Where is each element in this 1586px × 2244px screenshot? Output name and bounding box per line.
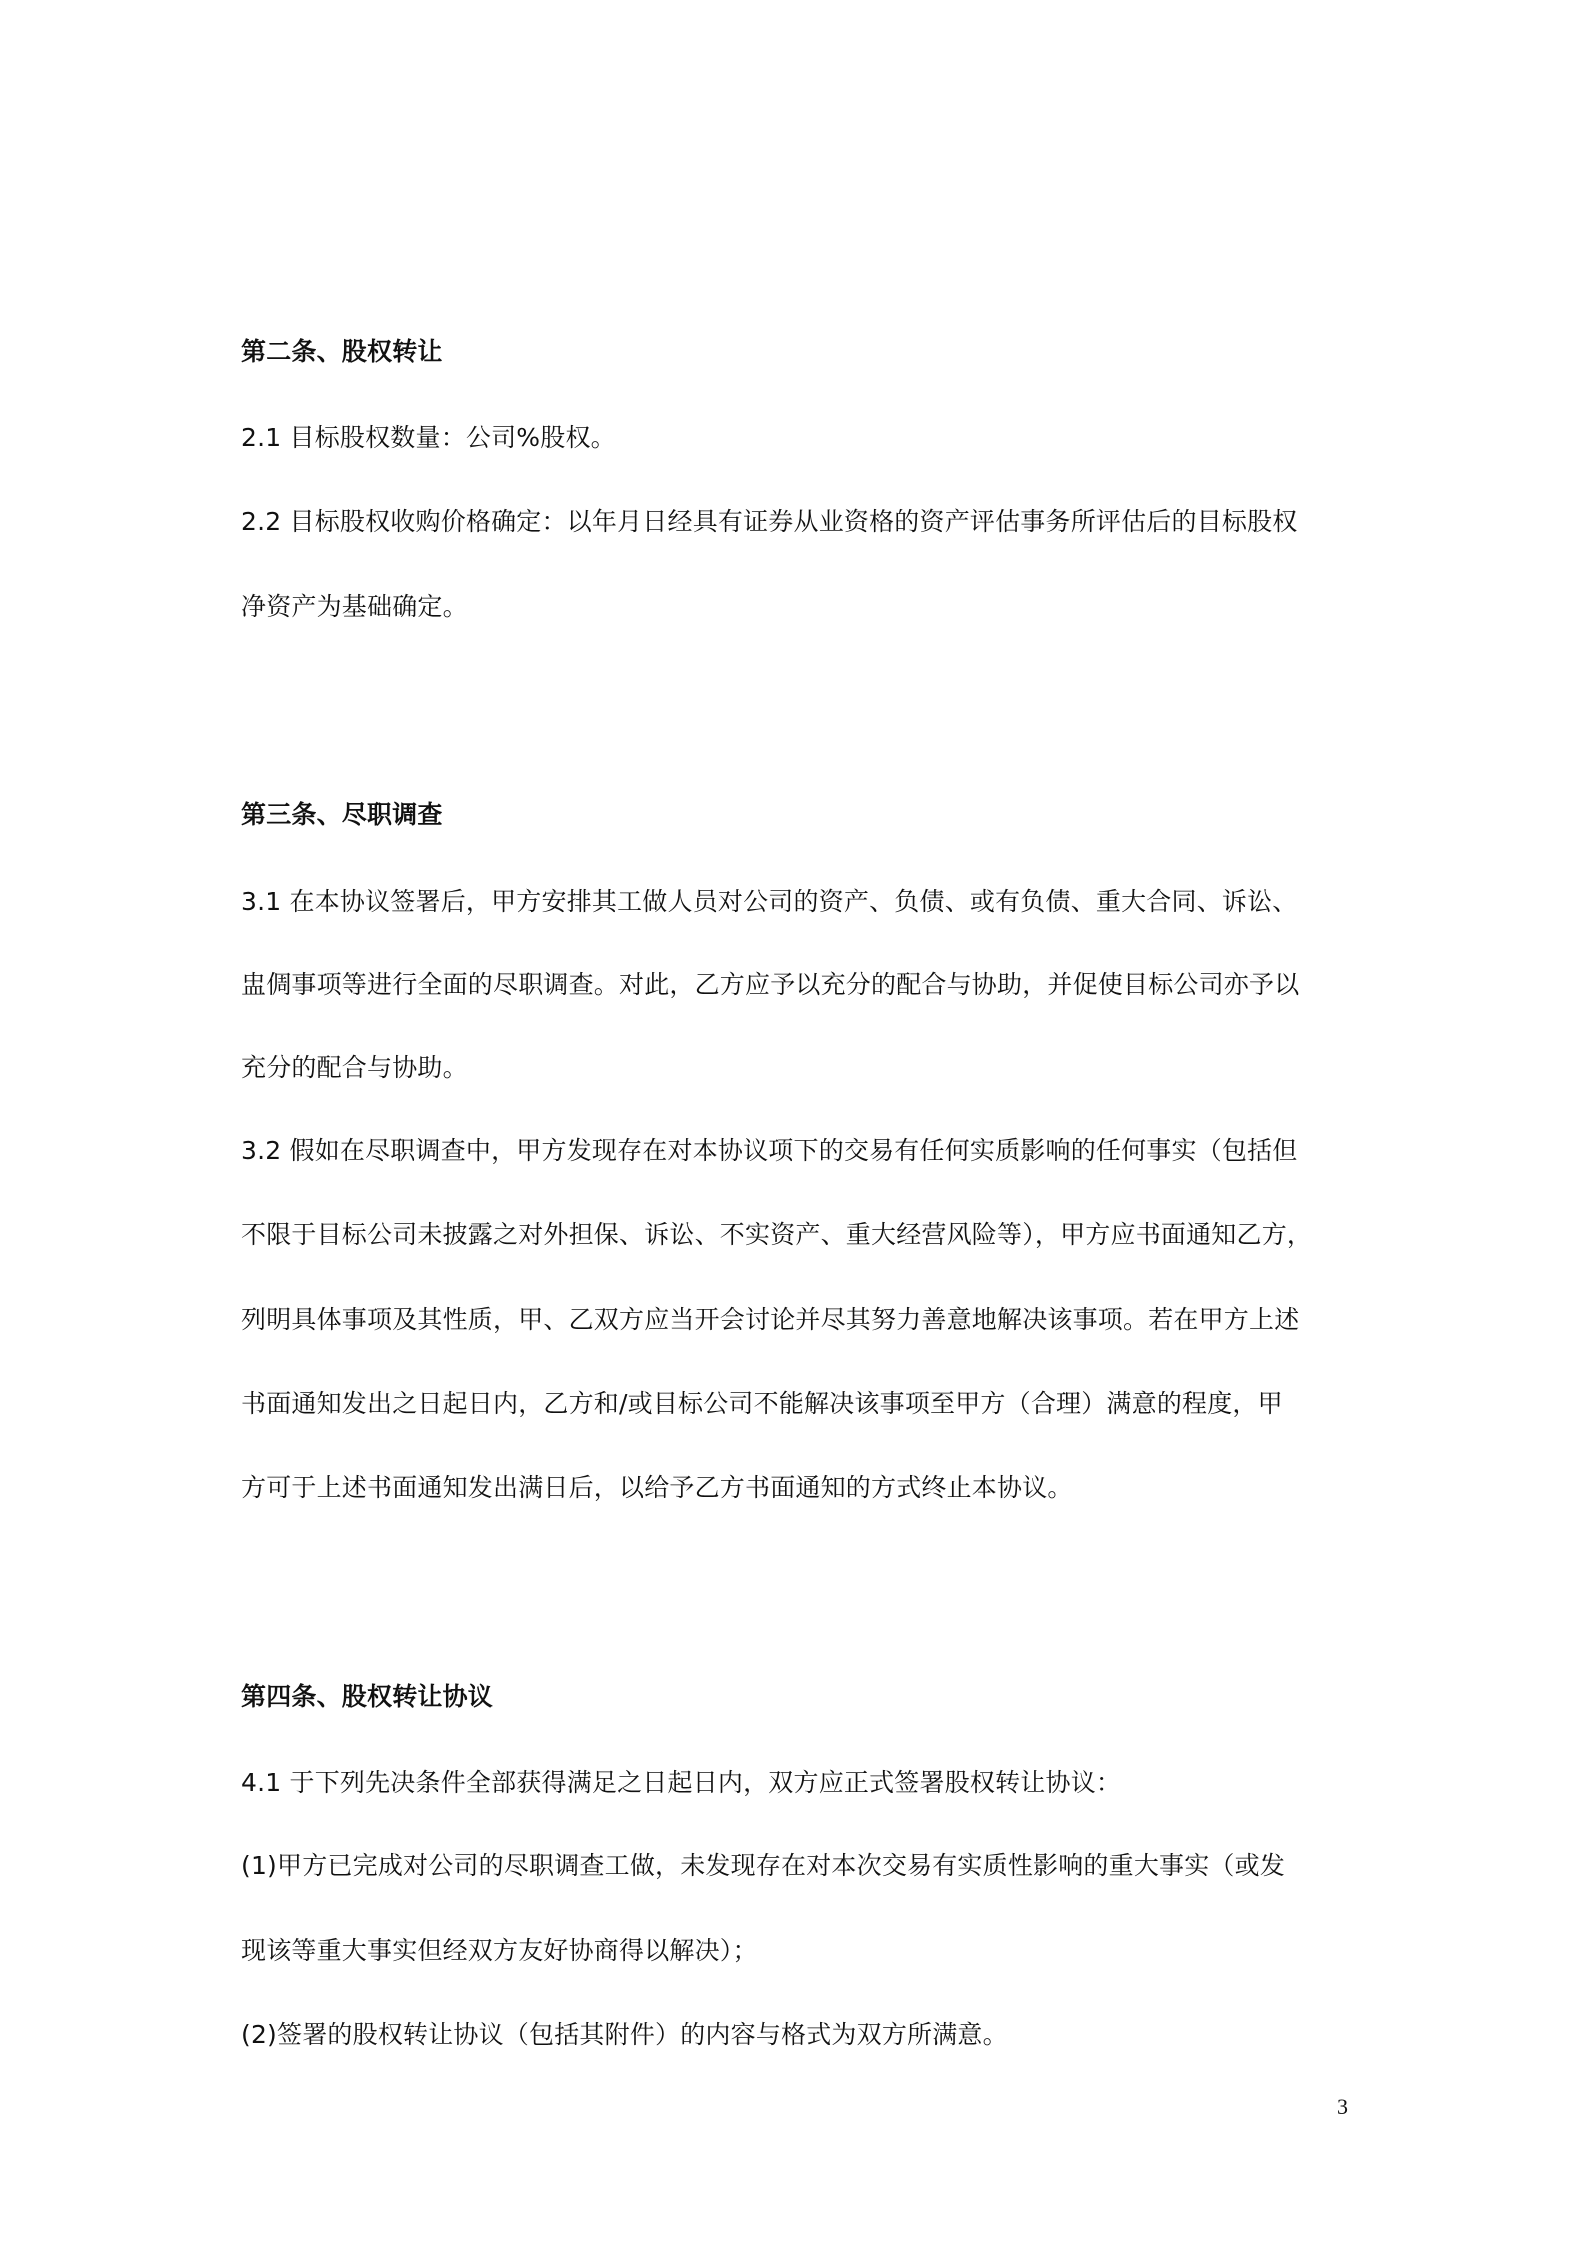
- section-heading-article-2: 第二条、股权转让: [241, 337, 443, 366]
- paragraph-line: 充分的配合与协助。: [241, 1053, 468, 1082]
- paragraph-line: 书面通知发出之日起日内，乙方和/或目标公司不能解决该事项至甲方（合理）满意的程度，甲: [241, 1389, 1283, 1418]
- paragraph-line: 3.2 假如在尽职调查中，甲方发现存在对本协议项下的交易有任何实质影响的任何事实（包括但: [241, 1136, 1298, 1165]
- paragraph-line: 2.2 目标股权收购价格确定：以年月日经具有证券从业资格的资产评估事务所评估后的目标股权: [241, 507, 1298, 536]
- section-heading-article-4: 第四条、股权转让协议: [241, 1682, 494, 1711]
- paragraph-line: (2)签署的股权转让协议（包括其附件）的内容与格式为双方所满意。: [241, 2020, 1008, 2049]
- paragraph-line: 方可于上述书面通知发出满日后，以给予乙方书面通知的方式终止本协议。: [241, 1473, 1073, 1502]
- paragraph-line: 不限于目标公司未披露之对外担保、诉讼、不实资产、重大经营风险等），甲方应书面通知乙方，: [241, 1220, 1313, 1249]
- paragraph-line: 2.1 目标股权数量：公司%股权。: [241, 423, 616, 452]
- section-heading-article-3: 第三条、尽职调查: [241, 800, 443, 829]
- paragraph-line: (1)甲方已完成对公司的尽职调查工做，未发现存在对本次交易有实质性影响的重大事实（或发: [241, 1851, 1286, 1880]
- paragraph-line: 列明具体事项及其性质，甲、乙双方应当开会讨论并尽其努力善意地解决该事项。若在甲方上述: [241, 1305, 1300, 1334]
- paragraph-line: 净资产为基础确定。: [241, 592, 468, 621]
- paragraph-line: 3.1 在本协议签署后，甲方安排其工做人员对公司的资产、负债、或有负债、重大合同、诉讼、: [241, 887, 1298, 916]
- paragraph-line: 现该等重大事实但经双方友好协商得以解决）；: [241, 1936, 758, 1965]
- paragraph-line: 4.1 于下列先决条件全部获得满足之日起日内，双方应正式签署股权转让协议：: [241, 1768, 1122, 1797]
- paragraph-line: 盅倜事项等进行全面的尽职调查。对此，乙方应予以充分的配合与协助，并促使目标公司亦予以: [241, 970, 1300, 999]
- page-number: 3: [1337, 2094, 1348, 2119]
